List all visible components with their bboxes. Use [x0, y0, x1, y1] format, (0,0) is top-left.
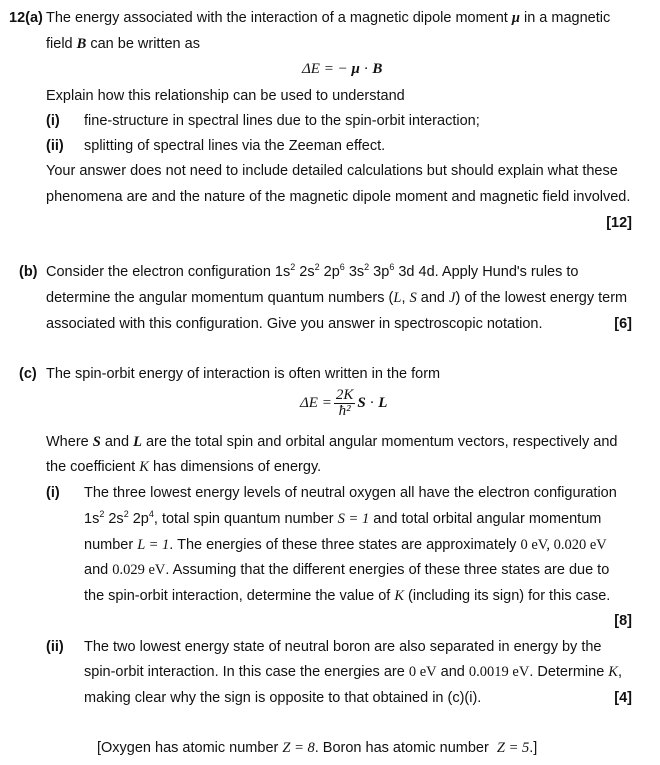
q12c-line-1: The spin-orbit energy of interaction is often written in the form: [46, 366, 441, 382]
q12a-line-2: field B can be written as: [46, 36, 200, 52]
q12a-line-3: Explain how this relationship can be used to understand: [46, 88, 405, 104]
q12c-i-line-5: the spin-orbit interaction, determine the value of K (including its sign) for this case.: [84, 588, 611, 604]
question-number-12a: 12(a): [9, 10, 43, 26]
q12c-i-line-4: and 0.029 eV. Assuming that the different energies of these three states are due to: [84, 562, 610, 578]
q12c-ii-line-2: spin-orbit interaction. In this case the energies are 0 eV and 0.0019 eV. Determine K,: [84, 664, 622, 680]
q12a-line-1: The energy associated with the interaction of a magnetic dipole moment μ in a magnetic: [46, 10, 611, 26]
q12a-line-5: phenomena are and the nature of the magnetic dipole moment and magnetic field involved.: [46, 189, 631, 205]
q12c-ii-label: (ii): [46, 639, 64, 655]
q12b-line-1: Consider the electron configuration $1s^2$ $2s^2$ $2p^6$ $3s^2$ $3p^6$ 3d 4d. Apply Hund's rules to: [46, 262, 579, 280]
q12a-i-label: (i): [46, 113, 60, 129]
question-label-b: (b): [19, 264, 38, 280]
q12a-marks: [12]: [606, 215, 632, 231]
q12c-line-2: Where S and L are the total spin and orbital angular momentum vectors, respectively and: [46, 434, 618, 450]
q12c-i-label: (i): [46, 485, 60, 501]
q12c-i-marks: [8]: [614, 613, 632, 629]
q12c-i-line-1: The three lowest energy levels of neutral oxygen all have the electron configuration: [84, 485, 617, 501]
question-label-c: (c): [19, 366, 37, 382]
q12b-line-3: associated with this configuration. Give you answer in spectroscopic notation.: [46, 316, 543, 332]
q12a-ii-label: (ii): [46, 138, 64, 154]
q12c-ii-line-3: making clear why the sign is opposite to that obtained in (c)(i).: [84, 690, 482, 706]
q12b-marks: [6]: [614, 316, 632, 332]
q12c-line-3: the coefficient K has dimensions of energy.: [46, 459, 322, 475]
q12a-i-text: fine-structure in spectral lines due to the spin-orbit interaction;: [84, 113, 480, 129]
q12b-line-2: determine the angular momentum quantum numbers (L, S and J) of the lowest energy term: [46, 290, 628, 306]
equation-spin-orbit: ΔE = $\frac{2K}{\text{ħ²}}$ S · L: [300, 387, 388, 419]
q12c-i-line-3: number L = 1. The energies of these three states are approximately 0 eV, 0.020 eV: [84, 537, 607, 553]
q12a-ii-text: splitting of spectral lines via the Zeeman effect.: [84, 138, 386, 154]
q12c-i-line-2: $1s^2$ $2s^2$ $2p^4$, total spin quantum number S = 1 and total orbital angular momentum: [84, 509, 602, 527]
q12c-ii-marks: [4]: [614, 690, 632, 706]
q12a-line-4: Your answer does not need to include detailed calculations but should explain what these: [46, 163, 618, 179]
equation-dipole-energy: ΔE = − μ · B: [302, 61, 383, 77]
q12c-ii-line-1: The two lowest energy state of neutral boron are also separated in energy by the: [84, 639, 602, 655]
footer-atomic-numbers: [Oxygen has atomic number Z = 8. Boron has atomic number Z = 5.]: [97, 740, 538, 756]
